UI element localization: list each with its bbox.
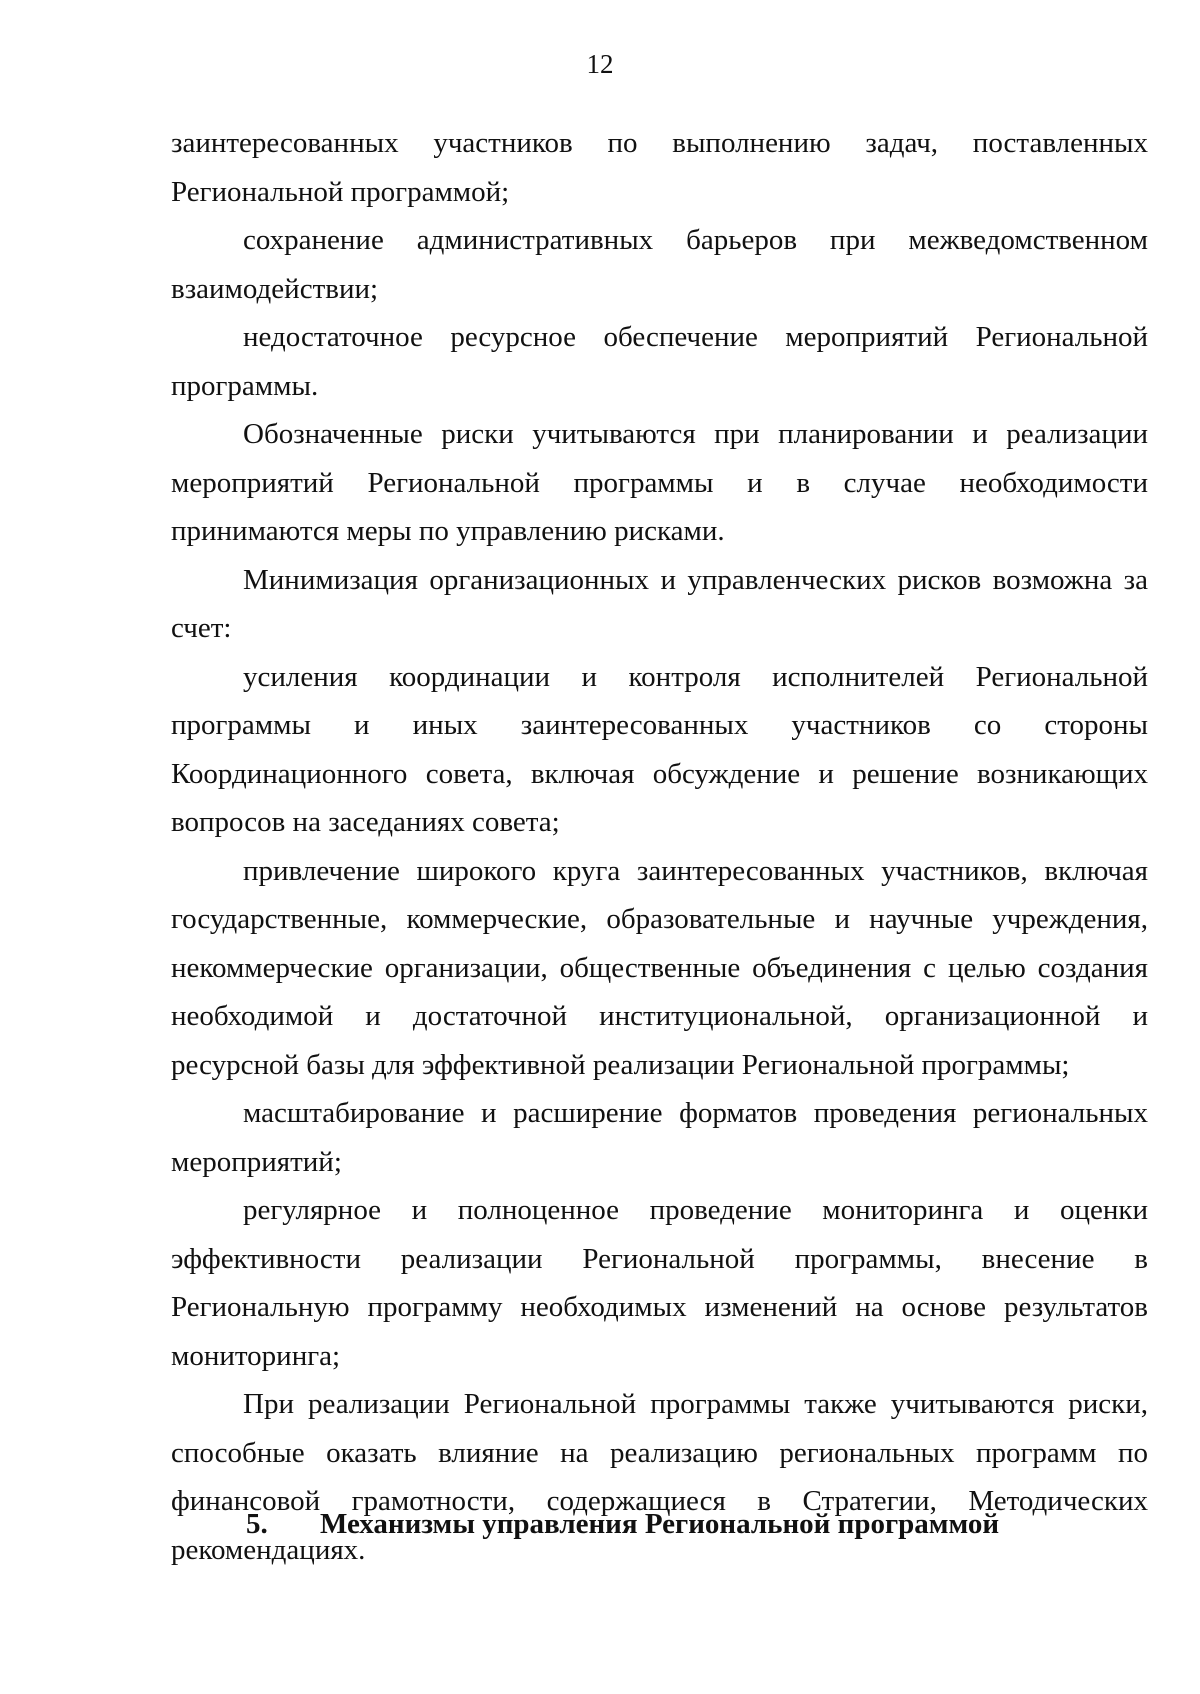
paragraph-minimization-intro: Минимизация организационных и управленческих рисков возможна за счет:	[171, 563, 1148, 644]
paragraph-risk-admin-barriers: сохранение административных барьеров при межведомственном взаимодействии;	[171, 224, 1148, 305]
page-number: 12	[586, 49, 614, 79]
paragraph-continuation: заинтересованных участников по выполнению задач, поставленных Региональной программой;	[171, 127, 1148, 208]
paragraph-participants: привлечение широкого круга заинтересованных участников, включая государственные, коммерческие, образовательные и научные учреждения, некоммерческие организации, общественные объединения с целью создания необходимой и достаточной институциональной, организационной и ресурсной базы для эффективной реализации Региональной программы;	[171, 854, 1148, 1081]
paragraph-scaling: масштабирование и расширение форматов проведения региональных мероприятий;	[171, 1097, 1148, 1178]
body-text	[171, 119, 1148, 1574]
paragraph-coordination: усиления координации и контроля исполнителей Региональной программы и иных заинтересованных участников со стороны Координационного совета, включая обсуждение и решение возникающих вопросов на заседаниях совета;	[171, 660, 1148, 838]
paragraph-risk-resources: недостаточное ресурсное обеспечение мероприятий Региональной программы.	[171, 321, 1148, 402]
section-title: Механизмы управления Региональной программой	[320, 1508, 1000, 1540]
paragraph-risk-consideration: Обозначенные риски учитываются при планировании и реализации мероприятий Региональной программы и в случае необходимости принимаются меры по управлению рисками.	[171, 418, 1148, 547]
paragraph-monitoring: регулярное и полноценное проведение мониторинга и оценки эффективности реализации Региональной программы, внесение в Региональную программу необходимых изменений на основе результатов мониторинга;	[171, 1194, 1148, 1372]
paragraph-additional-risks: При реализации Региональной программы также учитываются риски, способные оказать влияние на реализацию региональных программ по финансовой грамотности, содержащиеся в Стратегии, Методических рекомендациях.	[171, 1388, 1148, 1566]
section-heading	[246, 1506, 1146, 1542]
section-number: 5.	[246, 1508, 268, 1540]
